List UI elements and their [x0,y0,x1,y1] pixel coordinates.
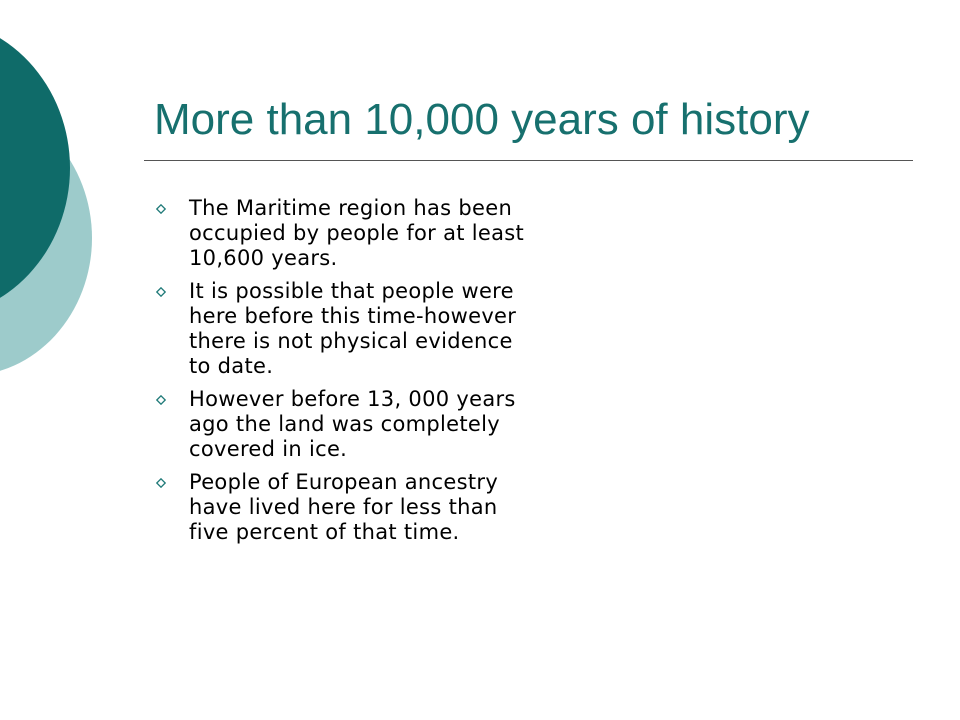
bullet-text: The Maritime region has been occupied by people for at least 10,600 years. [189,196,525,270]
bullet-item [150,470,530,545]
title-divider [144,160,913,161]
hollow-diamond-icon [156,395,166,405]
bullet-text: However before 13, 000 years ago the land was completely covered in ice. [189,387,516,461]
hollow-diamond-icon [156,478,166,488]
bullet-item [150,387,530,462]
hollow-diamond-icon [156,287,166,297]
bullet-text: It is possible that people were here before this time-however there is not physical evidence to date. [189,279,517,378]
bullet-list [150,196,530,553]
slide-title: More than 10,000 years of history [154,95,810,144]
hollow-diamond-icon [156,204,166,214]
bullet-item [150,279,530,379]
bullet-text: People of European ancestry have lived here for less than five percent of that time. [189,470,499,544]
bullet-item [150,196,530,271]
